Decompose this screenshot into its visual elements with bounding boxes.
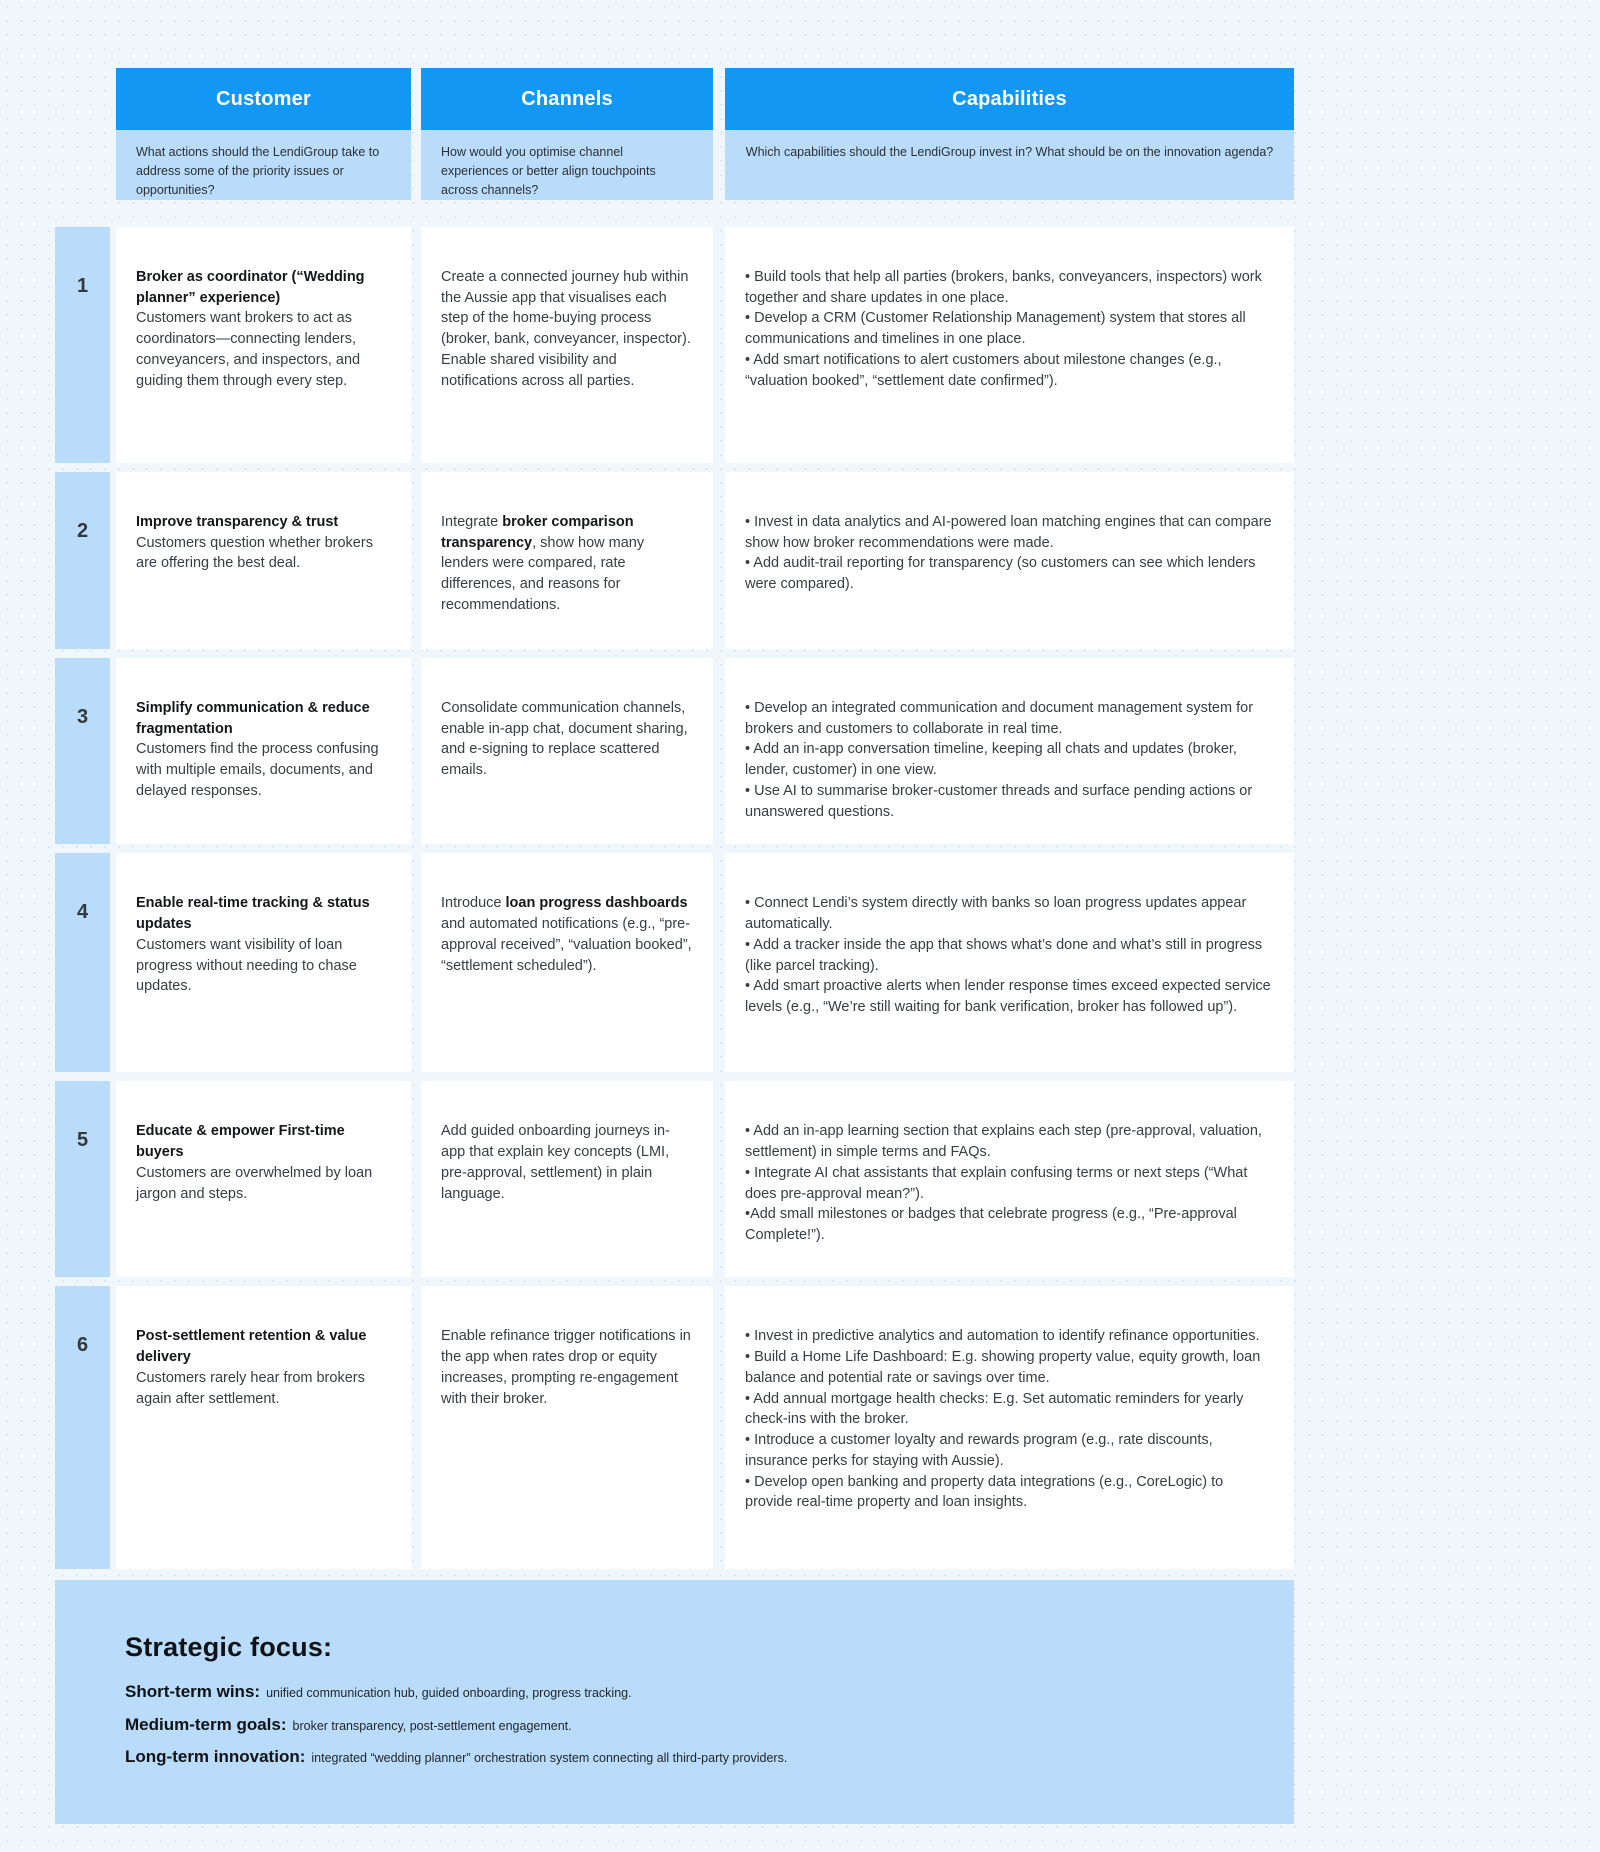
- capability-bullet: • Connect Lendi’s system directly with banks so loan progress updates appear automatically.: [745, 895, 1247, 933]
- capability-bullet: • Build a Home Life Dashboard: E.g. showing property value, equity growth, loan balance and potential rate or savings over time.: [745, 1349, 1261, 1386]
- capability-bullet: • Add an in-app learning section that explains each step (pre-approval, valuation, settlement) in simple terms and FAQs.: [745, 1123, 1262, 1161]
- header-subtitle-row: [55, 130, 1294, 200]
- channels-text: Add guided onboarding journeys in-app that explain key concepts (LMI, pre-approval, settlement) in plain language.: [441, 1123, 670, 1202]
- header-title-row: [55, 68, 1294, 130]
- customer-title: Enable real-time tracking & status updates: [136, 895, 370, 933]
- matrix-rows: [55, 227, 1294, 1569]
- strategic-item-medium-term: [125, 1712, 1234, 1738]
- column-header-customer: Customer: [116, 68, 411, 130]
- header-number-spacer: [55, 130, 110, 200]
- capability-bullet: • Develop an integrated communication and document management system for brokers and customers to collaborate in real time.: [745, 700, 1254, 737]
- channels-text: Enable refinance trigger notifications in the app when rates drop or equity increases, prompting re-engagement with their broker.: [441, 1328, 691, 1407]
- strategic-item-text: unified communication hub, guided onboarding, progress tracking.: [266, 1686, 632, 1701]
- customer-body: Customers question whether brokers are offering the best deal.: [136, 534, 373, 572]
- customer-cell: [116, 1286, 411, 1569]
- matrix-table: [55, 0, 1294, 1569]
- channels-text: Create a connected journey hub within the Aussie app that visualises each step of the home-buying process (broker, bank, conveyancer, inspector). Enable shared visibility and notifications across all parties.: [441, 269, 691, 389]
- table-row: [55, 1286, 1294, 1569]
- capability-bullet: • Use AI to summarise broker-customer threads and surface pending actions or unanswered questions.: [745, 782, 1253, 820]
- customer-body: Customers find the process confusing with multiple emails, documents, and delayed responses.: [136, 741, 379, 799]
- capability-bullet: • Add smart notifications to alert customers about milestone changes (e.g., “valuation booked”, “settlement date confirmed”).: [745, 351, 1222, 389]
- capabilities-cell: [725, 658, 1294, 844]
- channels-cell: [421, 227, 713, 463]
- capability-bullet: • Add audit-trail reporting for transparency (so customers can see which lenders were compared).: [745, 555, 1256, 593]
- capability-bullet: • Develop open banking and property data integrations (e.g., CoreLogic) to provide real-time property and loan insights.: [745, 1473, 1224, 1511]
- capability-bullet: • Invest in data analytics and AI-powered loan matching engines that can compare show how broker recommendations were made.: [745, 514, 1272, 551]
- capability-bullet: •Add small milestones or badges that celebrate progress (e.g., “Pre-approval Complete!”).: [745, 1206, 1237, 1244]
- row-number: 5: [55, 1081, 110, 1277]
- column-header-channels: Channels: [421, 68, 713, 130]
- strategic-focus-section: [55, 1580, 1294, 1824]
- channels-text: Integrate broker comparison transparency, show how many lenders were compared, rate differences, and reasons for recommendations.: [441, 514, 645, 613]
- capability-bullet: • Add smart proactive alerts when lender response times exceed expected service levels (e.g., “We’re still waiting for bank verification, broker has followed up”).: [745, 978, 1271, 1016]
- strategic-item-label: Medium-term goals:: [125, 1714, 287, 1734]
- channels-cell: [421, 1081, 713, 1277]
- customer-title: Post-settlement retention & value delivery: [136, 1328, 367, 1366]
- column-subtitle-capabilities: Which capabilities should the LendiGroup invest in? What should be on the innovation agenda?: [725, 130, 1294, 200]
- row-number: 2: [55, 472, 110, 649]
- capability-bullet: • Develop a CRM (Customer Relationship Management) system that stores all communications and timelines in one place.: [745, 310, 1246, 348]
- customer-body: Customers are overwhelmed by loan jargon and steps.: [136, 1164, 373, 1202]
- capability-bullet: • Build tools that help all parties (brokers, banks, conveyancers, inspectors) work together and share updates in one place.: [745, 269, 1262, 306]
- strategic-item-label: Long-term innovation:: [125, 1747, 306, 1767]
- capabilities-cell: [725, 1081, 1294, 1277]
- strategic-item-long-term: [125, 1744, 1234, 1770]
- customer-cell: [116, 658, 411, 844]
- capabilities-cell: [725, 227, 1294, 463]
- customer-body: Customers want visibility of loan progress without needing to chase updates.: [136, 936, 357, 995]
- capability-bullet: • Integrate AI chat assistants that explain confusing terms or next steps (“What does pre-approval mean?”).: [745, 1164, 1248, 1202]
- customer-body: Customers want brokers to act as coordinators—connecting lenders, conveyancers, and inspectors, and guiding them through every step.: [136, 310, 361, 389]
- customer-cell: [116, 853, 411, 1072]
- header-number-spacer: [55, 68, 110, 130]
- row-number: 6: [55, 1286, 110, 1569]
- customer-body: Customers rarely hear from brokers again after settlement.: [136, 1369, 365, 1407]
- channels-cell: [421, 853, 713, 1072]
- customer-title: Simplify communication & reduce fragmentation: [136, 700, 370, 737]
- channels-cell: [421, 472, 713, 649]
- channels-text: Consolidate communication channels, enable in-app chat, document sharing, and e-signing to replace scattered emails.: [441, 700, 688, 779]
- column-header-capabilities: Capabilities: [725, 68, 1294, 130]
- column-subtitle-channels: How would you optimise channel experiences or better align touchpoints across channels?: [421, 130, 713, 200]
- capabilities-cell: [725, 853, 1294, 1072]
- capability-bullet: • Add a tracker inside the app that shows what’s done and what’s still in progress (like parcel tracking).: [745, 936, 1263, 974]
- strategic-item-short-term: [125, 1679, 1234, 1705]
- customer-cell: [116, 227, 411, 463]
- customer-title: Broker as coordinator (“Wedding planner” experience): [136, 269, 365, 306]
- capability-bullet: • Introduce a customer loyalty and rewards program (e.g., rate discounts, insurance perks for staying with Aussie).: [745, 1432, 1213, 1469]
- customer-cell: [116, 472, 411, 649]
- channels-cell: [421, 658, 713, 844]
- row-number: 3: [55, 658, 110, 844]
- customer-cell: [116, 1081, 411, 1277]
- capabilities-cell: [725, 472, 1294, 649]
- row-number: 1: [55, 227, 110, 463]
- strategic-focus-title: Strategic focus:: [125, 1632, 333, 1663]
- table-row: [55, 227, 1294, 463]
- channels-cell: [421, 1286, 713, 1569]
- strategic-item-text: integrated “wedding planner” orchestration system connecting all third-party providers.: [311, 1751, 788, 1766]
- capability-bullet: • Invest in predictive analytics and automation to identify refinance opportunities.: [745, 1328, 1260, 1345]
- table-row: [55, 853, 1294, 1072]
- column-subtitle-customer: What actions should the LendiGroup take to address some of the priority issues or opportunities?: [116, 130, 411, 200]
- channels-text: Introduce loan progress dashboards and automated notifications (e.g., “pre-approval received”, “valuation booked”, “settlement scheduled”).: [441, 895, 692, 974]
- capabilities-cell: [725, 1286, 1294, 1569]
- capability-bullet: • Add annual mortgage health checks: E.g. Set automatic reminders for yearly check-ins with the broker.: [745, 1390, 1244, 1428]
- row-number: 4: [55, 853, 110, 1072]
- table-row: [55, 658, 1294, 844]
- capability-bullet: • Add an in-app conversation timeline, keeping all chats and updates (broker, lender, customer) in one view.: [745, 741, 1237, 779]
- strategic-item-text: broker transparency, post-settlement engagement.: [292, 1718, 572, 1733]
- strategic-item-label: Short-term wins:: [125, 1682, 261, 1702]
- customer-title: Educate & empower First-time buyers: [136, 1123, 345, 1161]
- customer-title: Improve transparency & trust: [136, 514, 339, 530]
- table-row: [55, 1081, 1294, 1277]
- table-row: [55, 472, 1294, 649]
